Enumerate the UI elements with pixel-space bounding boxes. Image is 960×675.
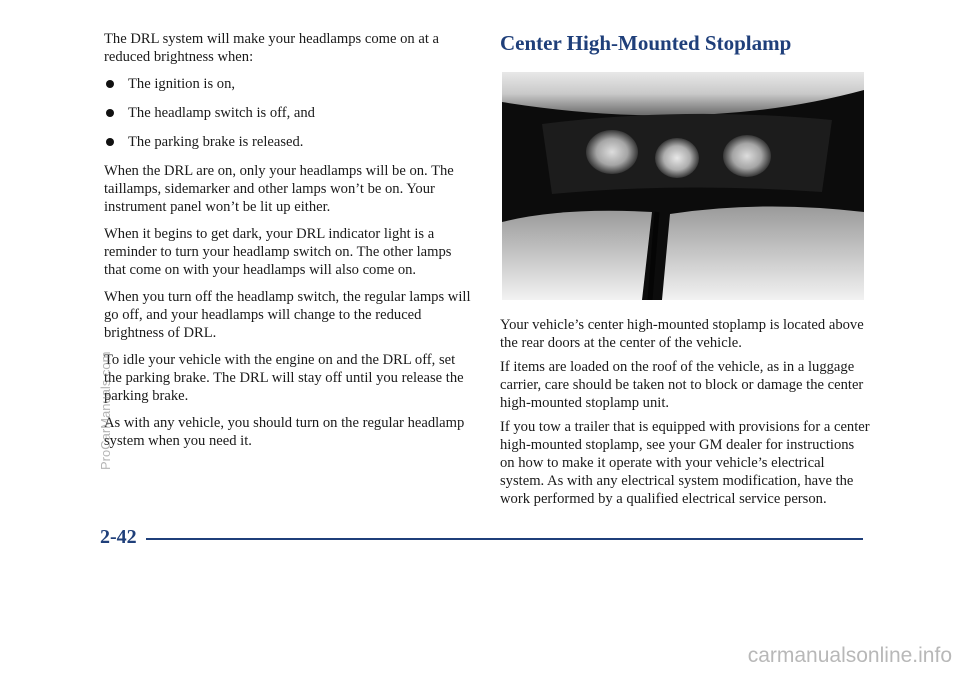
bullet-icon	[106, 80, 114, 88]
body-paragraph: When the DRL are on, only your headlamps will be on. The taillamps, sidemarker and other lamps won’t be on. Your instrument panel won’t be lit up either.	[104, 163, 454, 215]
bullet-icon	[106, 138, 114, 146]
intro-paragraph: The DRL system will make your headlamps come on at a reduced brightness when:	[104, 31, 440, 65]
side-watermark: ProCarManuals.com	[98, 351, 113, 470]
section-heading: Center High-Mounted Stoplamp	[500, 31, 792, 55]
body-paragraph: When you turn off the headlamp switch, the regular lamps will go off, and your headlamps will change to the reduced brightness of DRL.	[104, 289, 471, 341]
stoplamp-illustration	[502, 72, 864, 300]
list-item: The parking brake is released.	[104, 133, 474, 151]
left-column	[104, 30, 474, 459]
right-column	[500, 30, 872, 514]
body-paragraph: When it begins to get dark, your DRL indicator light is a reminder to turn your headlamp switch on. The other lamps that come on with your headlamps will also come on.	[104, 226, 452, 278]
footer-divider	[146, 538, 863, 540]
list-item: The ignition is on,	[104, 75, 474, 93]
bullet-icon	[106, 109, 114, 117]
condition-list	[104, 75, 474, 151]
body-paragraph: As with any vehicle, you should turn on the regular headlamp system when you need it.	[104, 415, 465, 449]
stoplamp-photo	[502, 72, 864, 300]
body-paragraph: If you tow a trailer that is equipped with provisions for a center high-mounted stoplamp, see your GM dealer for instructions on how to make it operate with your vehicle’s electrical system. As with any electrical system modification, have the work performed by a qualified electrical service person.	[500, 419, 870, 507]
body-paragraph: If items are loaded on the roof of the vehicle, as in a luggage carrier, care should be taken not to block or damage the center high-mounted stoplamp unit.	[500, 359, 864, 411]
body-paragraph: To idle your vehicle with the engine on and the DRL off, set the parking brake. The DRL will stay off until you release the parking brake.	[104, 352, 464, 404]
body-paragraph: Your vehicle’s center high-mounted stoplamp is located above the rear doors at the center of the vehicle.	[500, 317, 864, 351]
list-item: The headlamp switch is off, and	[104, 104, 474, 122]
bottom-watermark: carmanualsonline.info	[747, 644, 952, 667]
page-number: 2-42	[100, 526, 137, 548]
